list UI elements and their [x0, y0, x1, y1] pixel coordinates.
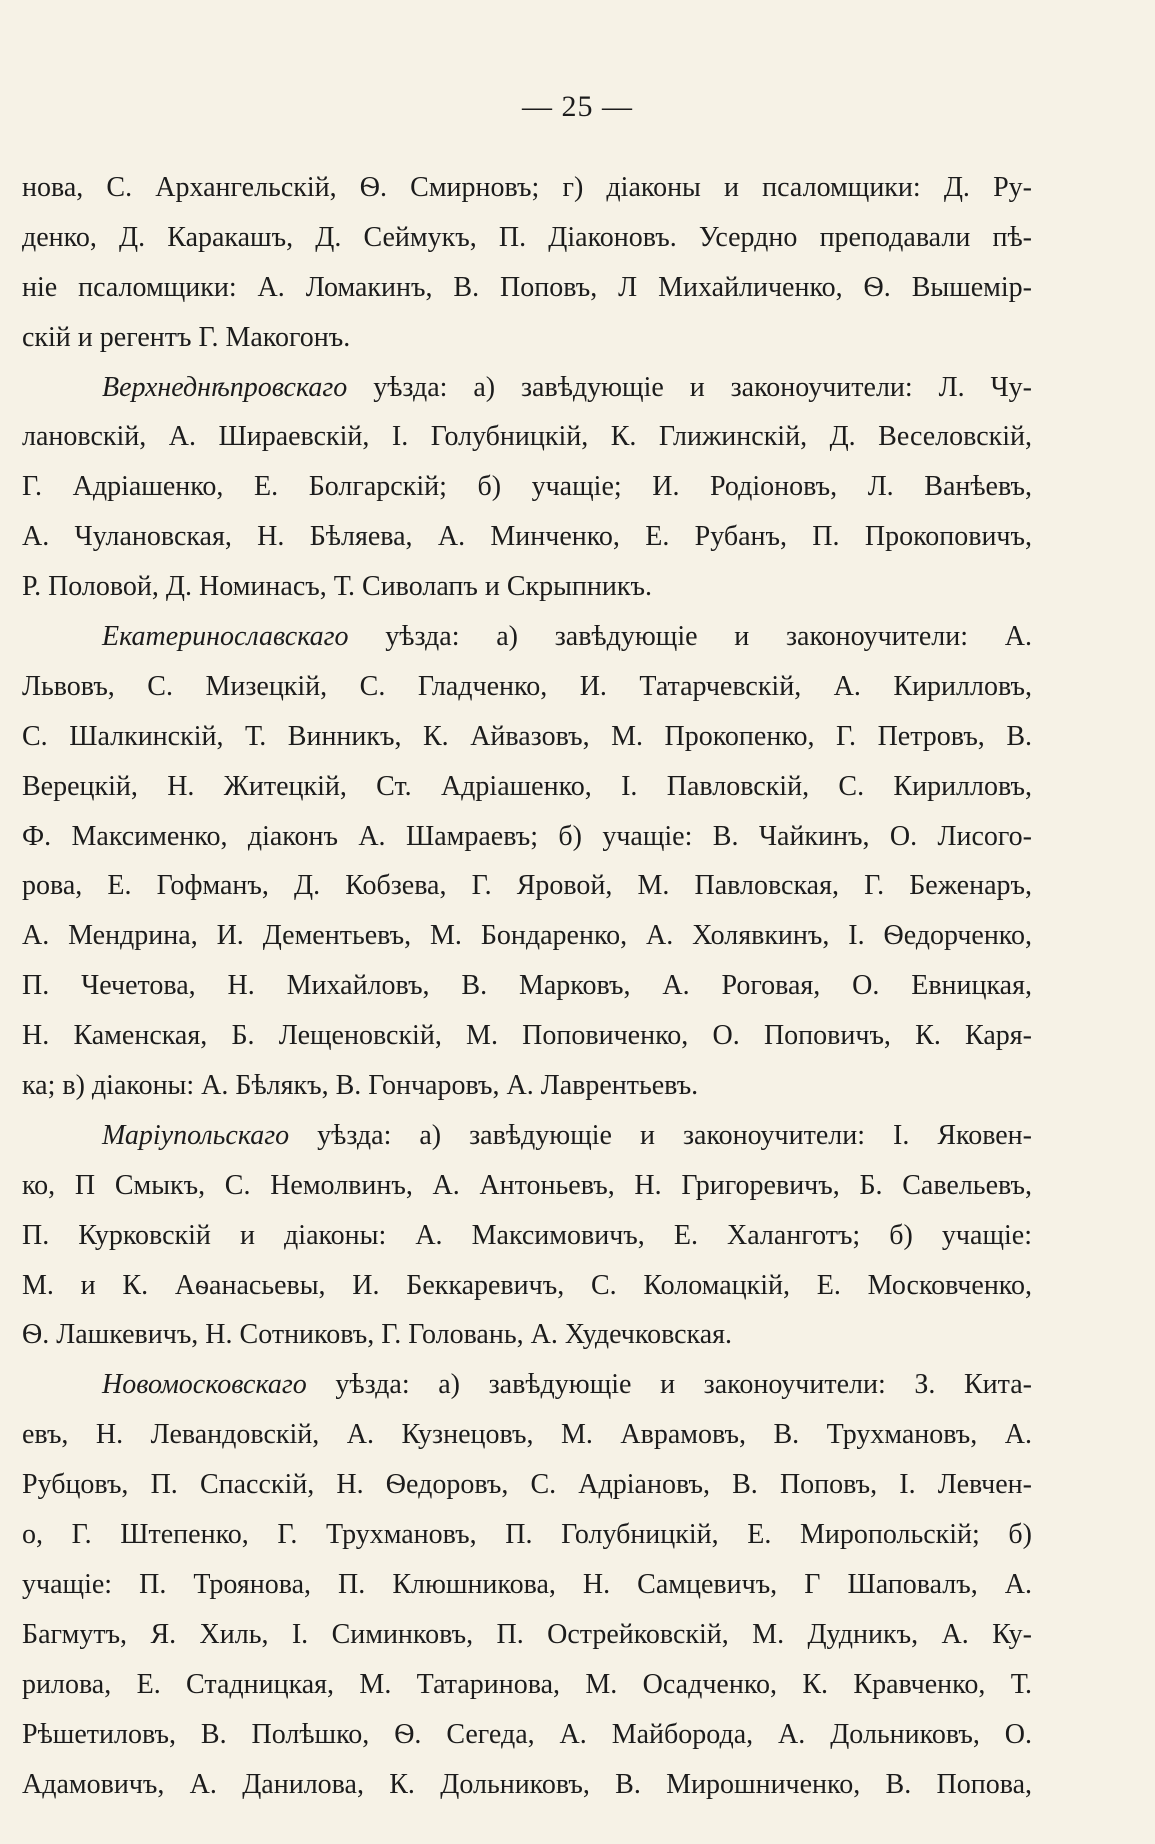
- text-line: П. Курковскій и діаконы: А. Максимовичъ, Е. Халанготъ; б) учащіе:: [22, 1219, 1032, 1251]
- text-line: ко, П Смыкъ, С. Немолвинъ, А. Антоньевъ, Н. Григоревичъ, Б. Савельевъ,: [22, 1169, 1032, 1201]
- text-line: Ѳ. Лашкевичъ, Н. Сотниковъ, Г. Головань, А. Худечковская.: [22, 1319, 733, 1351]
- paragraph-first-line: [22, 363, 1032, 413]
- line-text: уѣзда: а) завѣдующіе и законоучители: З. Кита-: [306, 1369, 1032, 1401]
- text-line: Верецкій, Н. Житецкій, Ст. Адріашенко, І. Павловскій, С. Кирилловъ,: [22, 770, 1032, 802]
- text-line: евъ, Н. Левандовскій, А. Кузнецовъ, М. Аврамовъ, В. Трухмановъ, А.: [22, 1419, 1032, 1451]
- line-text: уѣзда: а) завѣдующіе и законоучители: Л. Чу-: [347, 371, 1032, 403]
- text-line: Багмутъ, Я. Хиль, І. Симинковъ, П. Острейковскій, М. Дудникъ, А. Ку-: [22, 1618, 1032, 1650]
- text-line: Ф. Максименко, діаконъ А. Шамраевъ; б) учащіе: В. Чайкинъ, О. Лисого-: [22, 820, 1032, 852]
- text-line: Н. Каменская, Б. Лещеновскій, М. Поповиченко, О. Поповичъ, К. Каря-: [22, 1020, 1032, 1052]
- text-line: лановскій, А. Шираевскій, І. Голубницкій, К. Глижинскій, Д. Веселовскій,: [22, 421, 1032, 453]
- text-line: о, Г. Штепенко, Г. Трухмановъ, П. Голубницкій, Е. Миропольскій; б): [22, 1519, 1032, 1551]
- text-line: Г. Адріашенко, Е. Болгарскій; б) учащіе; И. Родіоновъ, Л. Ванѣевъ,: [22, 471, 1032, 503]
- paragraph-first-line: [22, 1360, 1032, 1410]
- district-name: Маріупольскаго: [102, 1119, 290, 1151]
- text-line: ка; в) діаконы: А. Бѣлякъ, В. Гончаровъ, А. Лаврентьевъ.: [22, 1070, 699, 1102]
- text-line: А. Чулановская, Н. Бѣляева, А. Минченко, Е. Рубанъ, П. Прокоповичъ,: [22, 521, 1032, 553]
- line-text: уѣзда: а) завѣдующіе и законоучители: І. Яковен-: [289, 1119, 1032, 1151]
- text-line: С. Шалкинскій, Т. Винникъ, К. Айвазовъ, М. Прокопенко, Г. Петровъ, В.: [22, 720, 1032, 752]
- text-line: ніе псаломщики: А. Ломакинъ, В. Поповъ, Л Михайличенко, Ѳ. Вышемір-: [22, 271, 1032, 303]
- paragraph-first-line: [22, 1111, 1032, 1161]
- text-line: Адамовичъ, А. Данилова, К. Дольниковъ, В. Мирошниченко, В. Попова,: [22, 1768, 1032, 1800]
- paragraph-first-line: [22, 612, 1032, 662]
- text-line: учащіе: П. Троянова, П. Клюшникова, Н. Самцевичъ, Г Шаповалъ, А.: [22, 1568, 1032, 1600]
- text-line: Р. Половой, Д. Номинасъ, Т. Сиволапъ и Скрыпникъ.: [22, 571, 652, 603]
- text-line: денко, Д. Каракашъ, Д. Сеймукъ, П. Діаконовъ. Усердно преподавали пѣ-: [22, 221, 1032, 253]
- text-line: рилова, Е. Стадницкая, М. Татаринова, М. Осадченко, К. Кравченко, Т.: [22, 1668, 1032, 1700]
- district-name: Новомосковскаго: [102, 1369, 307, 1401]
- text-line: А. Мендрина, И. Дементьевъ, М. Бондаренко, А. Холявкинъ, І. Ѳедорченко,: [22, 920, 1032, 952]
- page-number: — 25 —: [522, 90, 633, 123]
- text-line: П. Чечетова, Н. Михайловъ, В. Марковъ, А. Роговая, О. Евницкая,: [22, 970, 1032, 1002]
- text-line: скій и регентъ Г. Макогонъ.: [22, 321, 351, 353]
- text-line: М. и К. Аѳанасьевы, И. Беккаревичъ, С. Коломацкій, Е. Московченко,: [22, 1269, 1032, 1301]
- text-line: Рубцовъ, П. Спасскій, Н. Ѳедоровъ, С. Адріановъ, В. Поповъ, І. Левчен-: [22, 1469, 1032, 1501]
- text-line: Львовъ, С. Мизецкій, С. Гладченко, И. Татарчевскій, А. Кирилловъ,: [22, 670, 1032, 702]
- body-text: [22, 163, 1032, 1809]
- line-text: уѣзда: а) завѣдующіе и законоучители: А.: [348, 621, 1032, 653]
- text-line: Рѣшетиловъ, В. Полѣшко, Ѳ. Сегеда, А. Майборода, А. Дольниковъ, О.: [22, 1718, 1032, 1750]
- text-line: нова, С. Архангельскій, Ѳ. Смирновъ; г) діаконы и псаломщики: Д. Ру-: [22, 172, 1032, 203]
- district-name: Верхнеднѣпровскаго: [102, 371, 348, 403]
- district-name: Екатеринославскаго: [102, 621, 349, 653]
- text-line: рова, Е. Гофманъ, Д. Кобзева, Г. Яровой, М. Павловская, Г. Беженаръ,: [22, 870, 1032, 902]
